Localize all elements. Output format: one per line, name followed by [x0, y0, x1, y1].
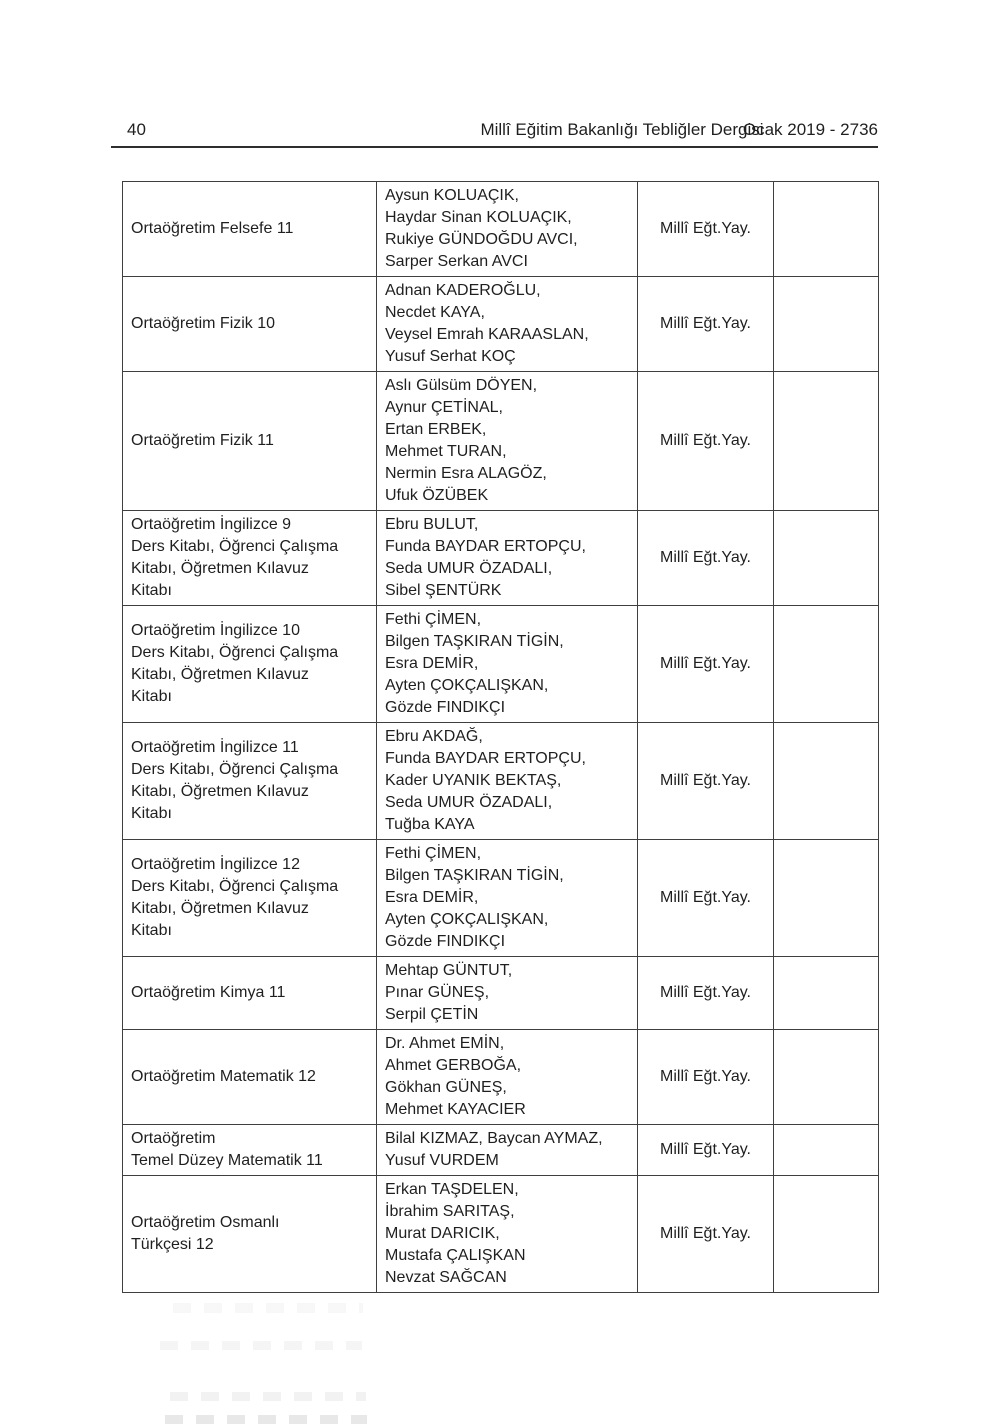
publisher-cell: Millî Eğt.Yay.	[638, 277, 774, 372]
authors-cell	[377, 277, 638, 372]
publisher-cell: Millî Eğt.Yay.	[638, 511, 774, 606]
text-line: Seda UMUR ÖZADALI,	[385, 560, 553, 577]
text-line: Bilgen TAŞKIRAN TİGİN,	[385, 867, 564, 884]
text-line: Mehmet KAYACIER	[385, 1101, 526, 1118]
text-line: Ahmet GERBOĞA,	[385, 1057, 522, 1074]
text-line: Ortaöğretim Osmanlı	[131, 1214, 280, 1231]
journal-title: Millî Eğitim Bakanlığı Tebliğler Dergisi	[480, 120, 764, 139]
publisher-cell: Millî Eğt.Yay.	[638, 182, 774, 277]
text-line: Rukiye GÜNDOĞDU AVCI,	[385, 231, 578, 248]
text-line: Kitabı, Öğretmen Kılavuz	[131, 560, 309, 577]
authors-cell	[377, 1176, 638, 1293]
text-line: Mustafa ÇALIŞKAN	[385, 1247, 526, 1264]
text-line: Ayten ÇOKÇALIŞKAN,	[385, 911, 549, 928]
authors-cell	[377, 606, 638, 723]
text-line: Temel Düzey Matematik 11	[131, 1152, 323, 1169]
publisher-cell: Millî Eğt.Yay.	[638, 606, 774, 723]
book-title-cell	[123, 723, 377, 840]
book-title-cell	[123, 182, 377, 277]
text-line: Gözde FINDIKÇI	[385, 699, 506, 716]
books-table	[122, 181, 879, 1293]
table-row	[123, 277, 879, 372]
table-row	[123, 372, 879, 511]
notes-cell-empty	[774, 840, 879, 957]
text-line: Ortaöğretim Felsefe 11	[131, 220, 294, 237]
notes-cell-empty	[774, 1030, 879, 1125]
text-line: Kitabı	[131, 582, 172, 599]
table-row	[123, 1176, 879, 1293]
text-line: Fethi ÇİMEN,	[385, 845, 482, 862]
text-line: Ayten ÇOKÇALIŞKAN,	[385, 677, 549, 694]
text-line: Aynur ÇETİNAL,	[385, 399, 503, 416]
page-number: 40	[127, 120, 146, 139]
text-line: Mehtap GÜNTUT,	[385, 962, 513, 979]
text-line: Ortaöğretim Fizik 10	[131, 315, 276, 332]
notes-cell-empty	[774, 606, 879, 723]
table-row	[123, 606, 879, 723]
text-line: Gözde FINDIKÇI	[385, 933, 506, 950]
publisher-cell: Millî Eğt.Yay.	[638, 957, 774, 1030]
text-line: Ebru AKDAĞ,	[385, 728, 483, 745]
text-line: Gökhan GÜNEŞ,	[385, 1079, 507, 1096]
publisher-cell: Millî Eğt.Yay.	[638, 1030, 774, 1125]
text-line: Pınar GÜNEŞ,	[385, 984, 490, 1001]
notes-cell-empty	[774, 511, 879, 606]
text-line: Sibel ŞENTÜRK	[385, 582, 502, 599]
publisher-cell: Millî Eğt.Yay.	[638, 1176, 774, 1293]
publisher-cell: Millî Eğt.Yay.	[638, 372, 774, 511]
page-bleed-artifact	[165, 1415, 367, 1424]
text-line: Sarper Serkan AVCI	[385, 253, 528, 270]
text-line: Aslı Gülsüm DÖYEN,	[385, 377, 538, 394]
notes-cell-empty	[774, 957, 879, 1030]
text-line: Bilgen TAŞKIRAN TİGİN,	[385, 633, 564, 650]
authors-cell	[377, 723, 638, 840]
text-line: Funda BAYDAR ERTOPÇU,	[385, 538, 586, 555]
publisher-cell: Millî Eğt.Yay.	[638, 840, 774, 957]
notes-cell-empty	[774, 1125, 879, 1176]
publisher-cell: Millî Eğt.Yay.	[638, 723, 774, 840]
text-line: Kitabı	[131, 688, 172, 705]
text-line: Ders Kitabı, Öğrenci Çalışma	[131, 878, 339, 895]
text-line: Esra DEMİR,	[385, 655, 479, 672]
table-row	[123, 511, 879, 606]
table-row	[123, 840, 879, 957]
text-line: Yusuf VURDEM	[385, 1152, 499, 1169]
text-line: Kader UYANIK BEKTAŞ,	[385, 772, 562, 789]
text-line: Tuğba KAYA	[385, 816, 475, 833]
notes-cell-empty	[774, 723, 879, 840]
header-rule	[111, 146, 878, 148]
authors-cell	[377, 840, 638, 957]
text-line: Fethi ÇİMEN,	[385, 611, 482, 628]
table-row	[123, 957, 879, 1030]
text-line: Nevzat SAĞCAN	[385, 1269, 507, 1286]
book-title-cell	[123, 606, 377, 723]
text-line: Ebru BULUT,	[385, 516, 479, 533]
text-line: İbrahim SARITAŞ,	[385, 1203, 515, 1220]
book-title-cell	[123, 840, 377, 957]
text-line: Funda BAYDAR ERTOPÇU,	[385, 750, 586, 767]
table-row	[123, 1125, 879, 1176]
text-line: Ortaöğretim Matematik 12	[131, 1068, 316, 1085]
text-line: Ortaöğretim İngilizce 10	[131, 622, 300, 639]
text-line: Necdet KAYA,	[385, 304, 485, 321]
text-line: Ertan ERBEK,	[385, 421, 487, 438]
text-line: Seda UMUR ÖZADALI,	[385, 794, 553, 811]
page-bleed-artifact	[160, 1341, 362, 1350]
text-line: Kitabı, Öğretmen Kılavuz	[131, 666, 309, 683]
book-title-cell	[123, 511, 377, 606]
text-line: Bilal KIZMAZ, Baycan AYMAZ,	[385, 1130, 603, 1147]
text-line: Dr. Ahmet EMİN,	[385, 1035, 505, 1052]
authors-cell	[377, 957, 638, 1030]
text-line: Türkçesi 12	[131, 1236, 214, 1253]
issue-info: Ocak 2019 - 2736	[742, 120, 878, 139]
text-line: Murat DARICIK,	[385, 1225, 500, 1242]
text-line: Nermin Esra ALAGÖZ,	[385, 465, 547, 482]
text-line: Esra DEMİR,	[385, 889, 479, 906]
running-header	[122, 120, 878, 142]
text-line: Ortaöğretim Kimya 11	[131, 984, 286, 1001]
text-line: Ders Kitabı, Öğrenci Çalışma	[131, 644, 339, 661]
books-table-body	[123, 182, 879, 1293]
text-line: Ortaöğretim İngilizce 12	[131, 856, 300, 873]
book-title-cell	[123, 372, 377, 511]
text-line: Ortaöğretim Fizik 11	[131, 432, 274, 449]
text-line: Kitabı, Öğretmen Kılavuz	[131, 900, 309, 917]
text-line: Kitabı, Öğretmen Kılavuz	[131, 783, 309, 800]
text-line: Ortaöğretim İngilizce 9	[131, 516, 292, 533]
text-line: Aysun KOLUAÇIK,	[385, 187, 519, 204]
notes-cell-empty	[774, 182, 879, 277]
text-line: Ders Kitabı, Öğrenci Çalışma	[131, 538, 339, 555]
authors-cell	[377, 1125, 638, 1176]
text-line: Ders Kitabı, Öğrenci Çalışma	[131, 761, 339, 778]
text-line: Adnan KADEROĞLU,	[385, 282, 541, 299]
text-line: Ortaöğretim	[131, 1130, 216, 1147]
book-title-cell	[123, 1030, 377, 1125]
table-row	[123, 1030, 879, 1125]
page-bleed-artifact	[170, 1392, 366, 1401]
book-title-cell	[123, 957, 377, 1030]
book-title-cell	[123, 1125, 377, 1176]
notes-cell-empty	[774, 372, 879, 511]
text-line: Kitabı	[131, 805, 172, 822]
table-row	[123, 182, 879, 277]
book-title-cell	[123, 277, 377, 372]
text-line: Haydar Sinan KOLUAÇIK,	[385, 209, 572, 226]
text-line: Serpil ÇETİN	[385, 1006, 479, 1023]
notes-cell-empty	[774, 1176, 879, 1293]
table-row	[123, 723, 879, 840]
authors-cell	[377, 1030, 638, 1125]
authors-cell	[377, 372, 638, 511]
page-bleed-artifact	[173, 1303, 363, 1313]
text-line: Mehmet TURAN,	[385, 443, 507, 460]
text-line: Erkan TAŞDELEN,	[385, 1181, 519, 1198]
text-line: Veysel Emrah KARAASLAN,	[385, 326, 589, 343]
text-line: Yusuf Serhat KOÇ	[385, 348, 516, 365]
publisher-cell: Millî Eğt.Yay.	[638, 1125, 774, 1176]
text-line: Kitabı	[131, 922, 172, 939]
text-line: Ortaöğretim İngilizce 11	[131, 739, 299, 756]
notes-cell-empty	[774, 277, 879, 372]
authors-cell	[377, 182, 638, 277]
authors-cell	[377, 511, 638, 606]
text-line: Ufuk ÖZÜBEK	[385, 487, 489, 504]
book-title-cell	[123, 1176, 377, 1293]
